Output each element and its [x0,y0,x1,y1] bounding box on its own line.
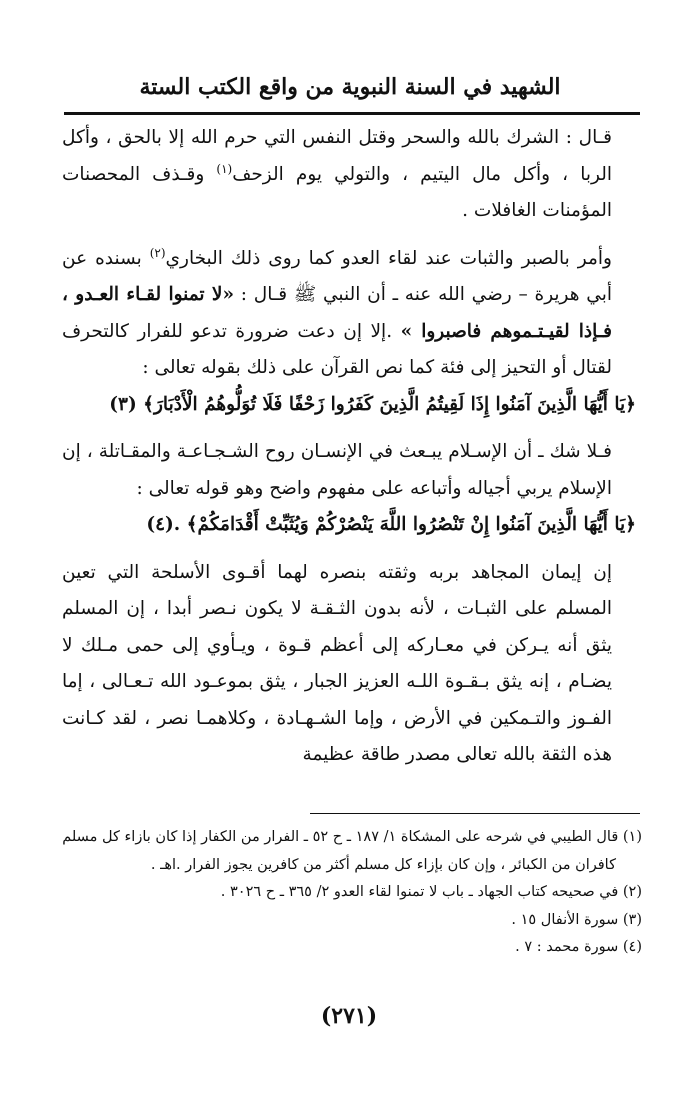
footnote-1-continued: كافران من الكبائر ، وإن كان بإزاء كل مسلم أكثر من كافرين يجوز الفرار .اهـ . [150,856,616,873]
quran-verse-2 [62,507,640,544]
paragraph-4: إن إيمان المجاهد بربه وثقته بنصره لهما أقـوى الأسلحة التي تعين المسلم على الثبـات ، لأنه بدون الثـقـة لا يكون نـصر أبدا ، إن المسلم يثق أنه يـركن في معـاركه إلى أعظم قـوة ، ويـأوي إلى حمى مـلك لا يضـام ، إنه يثق بـقـوة اللـه العزيز الجبار ، يثق بموعـود الله تـعـالى ، إما الفـوز والتـمكين في الأرض ، وإما الشـهـادة ، وكلاهمـا نصر ، لقد كـانت هذه الثقة بالله تعالى مصدر طاقة عظيمة [62,561,612,765]
paragraph-2-text-c: .إلا إن دعت ضرورة تدعو للفرار كالتحرف لقتال أو التحيز إلى فئة كما نص القرآن على ذلك بقوله تعالى : [62,320,612,378]
paragraph-1 [62,120,640,230]
footnotes [62,824,642,962]
footnote-ref-1: (١) [216,161,233,176]
footnote-ref-2: (٢) [149,245,166,260]
paragraph-3: فـلا شك ـ أن الإسـلام يبـعث في الإنسـان روح الشـجـاعـة والمقـاتلة ، إن الإسلام يربي أجياله وأتباعه على مفهوم واضح وهو قوله تعالى : [62,441,612,499]
footnote-2: (٢) في صحيحه كتاب الجهاد ـ باب لا تمنوا لقاء العدو ٢/ ٣٦٥ ـ ح ٣٠٢٦ . [220,884,642,900]
footnote-4: (٤) سورة محمد : ٧ . [515,939,642,955]
paragraph-2 [62,241,640,387]
running-header: الشهيد في السنة النبوية من واقع الكتب الستة [139,74,561,100]
paragraph-2-text-b: بسنده عن أبي هريرة – رضي الله عنه ـ أن النبي ﷺ قـال : [62,247,612,305]
footnote-1: (١) قال الطيبي في شرحه على المشكاة ١/ ١٨٧ ـ ح ٥٢ ـ الفرار من الكفار إذا كان بازاء كل مسلم [62,829,642,845]
quran-verse-2-text: ﴿يَا أَيُّهَا الَّذِينَ آمَنُوا إِنْ تَنْصُرُوا اللَّهَ يَنْصُرْكُمْ وَيُثَبِّتْ أَقْدَامَكُمْ﴾ [186,514,636,535]
quran-verse-1-text: ﴿يَا أَيُّهَا الَّذِينَ آمَنُوا إِذَا لَقِيتُمُ الَّذِينَ كَفَرُوا زَحْفًا فَلَا تُوَلُّوهُمُ الْأَدْبَارَ﴾ [143,393,636,415]
main-text [62,120,640,774]
paragraph-2-text-a: وأمر بالصبر والثبات عند لقاء العدو كما روى ذلك البخاري [165,247,612,269]
page-number: (٢٧١) [320,1003,378,1029]
footnote-rule [310,813,640,814]
paragraph-1-tail: وقـذف المحصنات المؤمنات الغافلات . [62,163,612,221]
quran-verse-2-ref: .(٤) [146,514,187,535]
quran-verse-1-ref: (٣) [109,393,144,415]
paragraph-1-text: قـال : الشرك بالله والسحر وقتل النفس التي حرم الله إلا بالحق ، وأكل الربا ، وأكل مال اليتيم ، والتولي يوم الزحف [62,127,612,185]
header-rule [64,112,640,115]
hadith-quote: «لا تمنوا لقـاء العـدو ، فـإذا لقيـتـموهم فاصبروا » [62,284,612,342]
quran-verse-1 [62,387,640,424]
footnote-3: (٣) سورة الأنفال ١٥ . [511,911,642,928]
